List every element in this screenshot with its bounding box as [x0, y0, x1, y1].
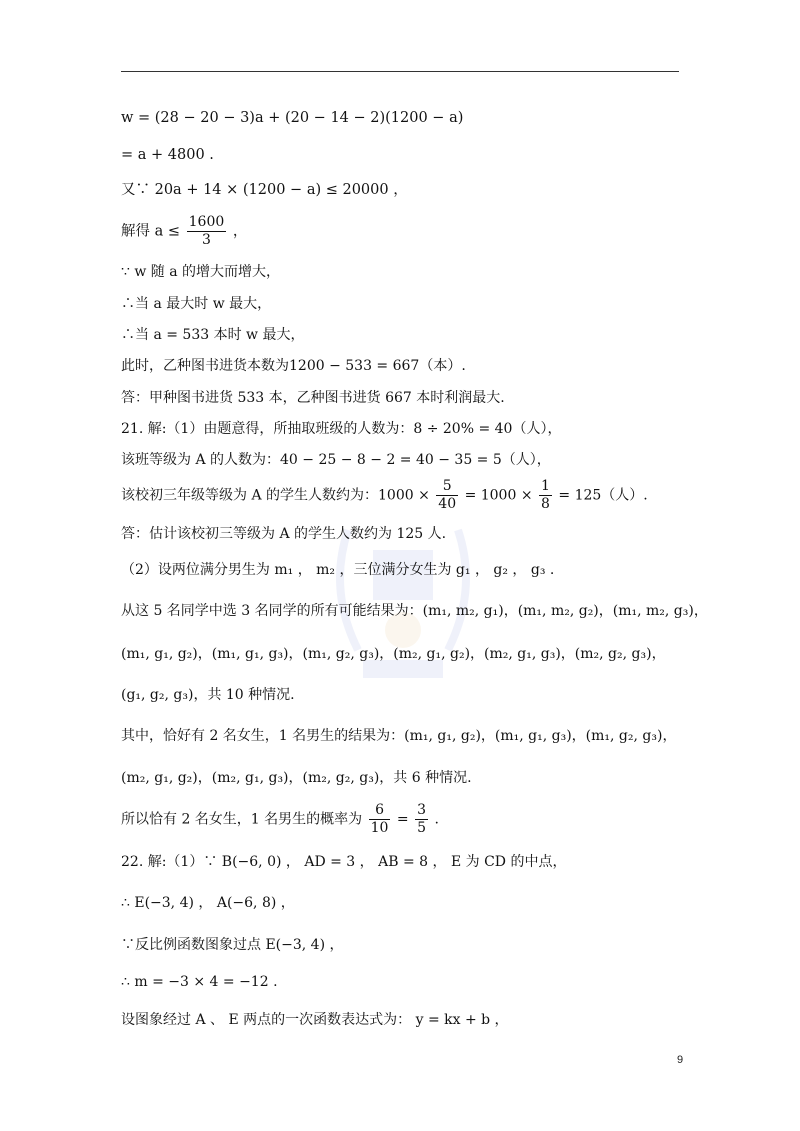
fraction-numerator: 1: [541, 478, 550, 494]
fraction-numerator: 1600: [188, 214, 225, 230]
fraction-1600-3: [187, 214, 227, 249]
line-5: ∵ w 随 a 的增大而增大，: [121, 264, 281, 280]
fraction-numerator: 3: [417, 802, 427, 818]
fraction-5-40: [436, 478, 458, 513]
fraction-denominator: 40: [438, 496, 457, 512]
fraction-denominator: 3: [201, 232, 211, 248]
line-24: ∴ m = −3 × 4 = −12 .: [121, 974, 278, 990]
line-9: 答：甲种图书进货 533 本，乙种图书进货 667 本时利润最大.: [121, 390, 505, 406]
page-number: 9: [677, 1054, 684, 1066]
line-16: (m₁, g₁, g₂)，(m₁, g₁, g₃)，(m₁, g₂, g₃)，(m₂, g₁, g₂)，(m₂, g₁, g₃)，(m₂, g₂, g₃)，: [121, 646, 666, 662]
fraction-1-8: [539, 478, 552, 513]
fraction-3-5: [415, 802, 428, 837]
line-1: w = (28 − 20 − 3)a + (20 − 14 − 2)(1200 − a): [121, 110, 464, 126]
line-20-post: .: [434, 811, 439, 828]
line-20-eq: =: [396, 811, 409, 828]
line-20-pre: 所以恰有 2 名女生，1 名男生的概率为: [121, 811, 363, 828]
fraction-numerator: 5: [436, 478, 458, 496]
fraction-6-10: [369, 802, 391, 837]
line-25: 设图象经过 A 、 E 两点的一次函数表达式为： y = kx + b ，: [121, 1012, 509, 1028]
header-rule: [121, 71, 679, 72]
line-10: 21. 解:（1）由题意得，所抽取班级的人数为：8 ÷ 20% = 40（人），: [121, 421, 562, 437]
line-13: 答：估计该校初三等级为 A 的学生人数约为 125 人.: [121, 526, 447, 542]
fraction-denominator: 10: [370, 820, 389, 836]
fraction-denominator: 5: [417, 820, 427, 836]
line-11: 该班等级为 A 的人数为：40 − 25 − 8 − 2 = 40 − 35 = 5（人），: [121, 452, 551, 468]
line-17: (g₁, g₂, g₃)，共 10 种情况.: [121, 687, 295, 703]
line-8: 此时，乙种图书进货本数为1200 − 533 = 667（本）.: [121, 358, 466, 374]
line-19: (m₂, g₁, g₂)，(m₂, g₁, g₃)，(m₂, g₂, g₃)，共 6 种情况.: [121, 770, 472, 786]
line-22: ∴ E(−3, 4) ， A(−6, 8) ，: [121, 895, 295, 911]
line-4: [121, 214, 247, 249]
line-4-pre: 解得 a ≤: [121, 223, 181, 240]
line-12: [121, 478, 648, 513]
line-15: 从这 5 名同学中选 3 名同学的所有可能结果为：(m₁, m₂, g₁)，(m₁, m₂, g₂)，(m₁, m₂, g₃)，: [121, 603, 708, 619]
line-21: 22. 解:（1）∵ B(−6, 0) ， AD = 3 ， AB = 8 ， E 为 CD 的中点，: [121, 854, 567, 870]
line-4-post: ，: [232, 223, 248, 240]
fraction-numerator: 6: [369, 802, 391, 820]
line-12-mid: = 1000 ×: [464, 487, 533, 504]
line-18: 其中，恰好有 2 名女生，1 名男生的结果为：(m₁, g₁, g₂)，(m₁, g₁, g₃)，(m₁, g₂, g₃)，: [121, 728, 677, 744]
line-7: ∴当 a = 533 本时 w 最大，: [121, 327, 305, 343]
line-23: ∵反比例函数图象过点 E(−3, 4) ，: [121, 937, 344, 953]
line-2: = a + 4800 .: [121, 147, 214, 163]
line-14: （2）设两位满分男生为 m₁ ， m₂ ，三位满分女生为 g₁ ， g₂ ， g₃ .: [121, 562, 555, 578]
line-3: 又∵ 20a + 14 × (1200 − a) ≤ 20000 ，: [121, 182, 408, 198]
fraction-denominator: 8: [541, 496, 550, 512]
line-20: [121, 802, 439, 837]
line-12-pre: 该校初三年级等级为 A 的学生人数约为：1000 ×: [121, 487, 430, 504]
line-12-post: = 125（人）.: [558, 487, 648, 504]
line-6: ∴当 a 最大时 w 最大，: [121, 296, 272, 312]
